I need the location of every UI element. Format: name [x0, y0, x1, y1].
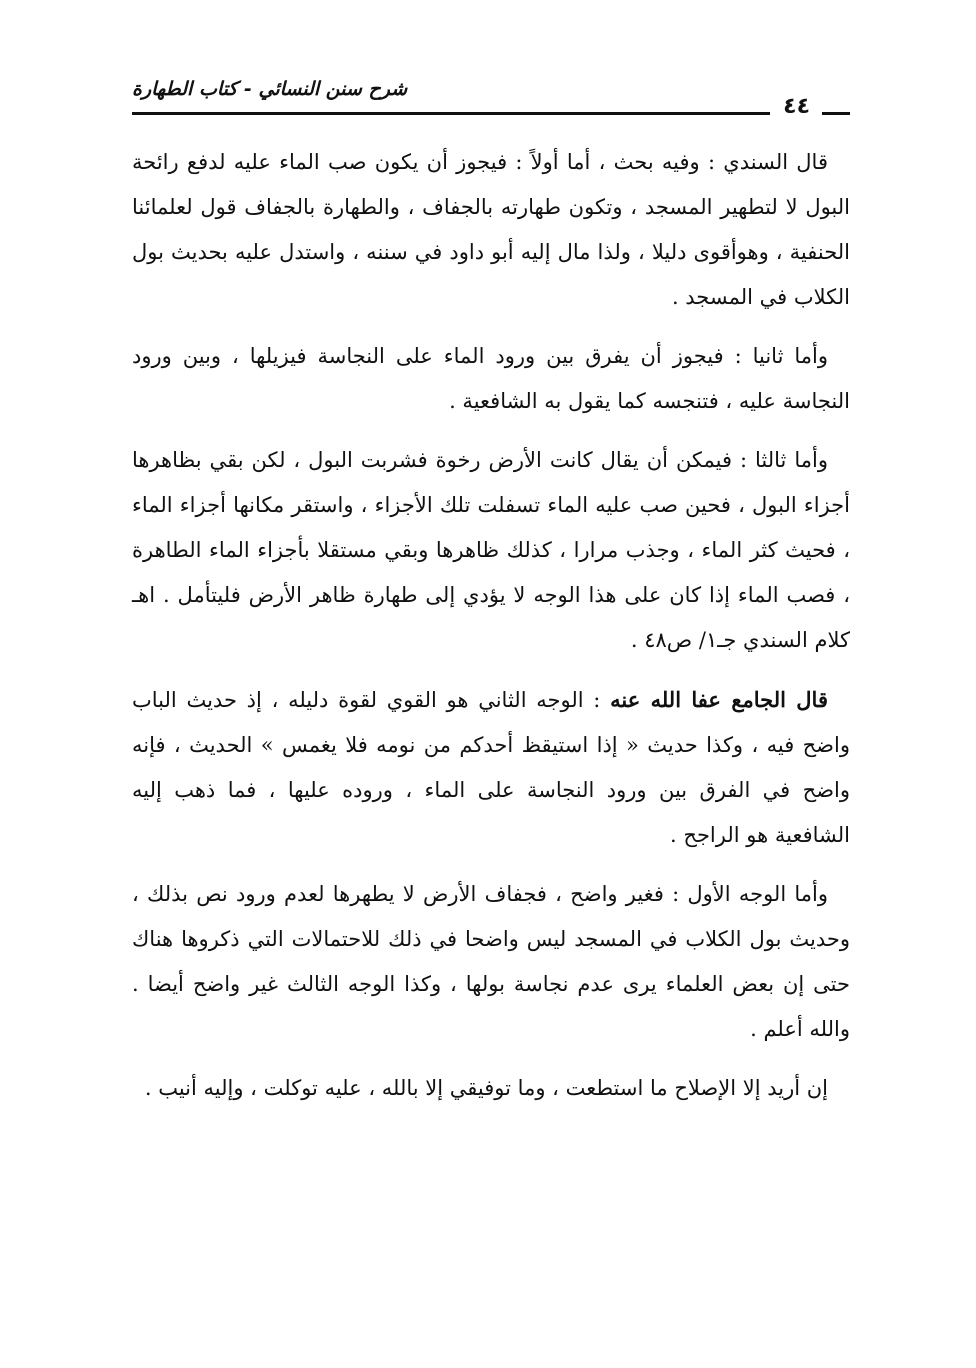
- paragraph-sindi-first: [132, 140, 850, 320]
- running-title: شرح سنن النسائي - كتاب الطهارة: [132, 78, 408, 100]
- paragraph-text: قال السندي : وفيه بحث ، أما أولاً : فيجوز أن يكون صب الماء عليه لدفع رائحة البول لا لتطهير المسجد ، وتكون طهارته بالجفاف ، والطهارة بالجفاف قول لعلمائنا الحنفية ، وهوأقوى دليلا ، ولذا مال إليه أبو داود في سننه ، واستدل عليه بحديث بول الكلاب في المسجد .: [132, 150, 850, 309]
- paragraph-sindi-second: [132, 334, 850, 424]
- page-number-dash: [822, 112, 850, 115]
- paragraph-first-view: [132, 872, 850, 1052]
- paragraph-text: إن أريد إلا الإصلاح ما استطعت ، وما توفيقي إلا بالله ، عليه توكلت ، وإليه أنيب .: [144, 1076, 828, 1100]
- paragraph-text: وأما الوجه الأول : فغير واضح ، فجفاف الأرض لا يطهرها لعدم ورود نص بذلك ، وحديث بول الكلاب في المسجد ليس واضحا في ذلك للاحتمالات التي ذكروها هناك حتى إن بعض العلماء يرى عدم نجاسة بولها ، وكذا الوجه الثالث غير واضح أيضا . والله أعلم .: [132, 882, 850, 1041]
- page-body: [132, 140, 850, 1125]
- page-number: ٤٤: [783, 94, 810, 119]
- paragraph-closing-dua: [132, 1066, 850, 1111]
- paragraph-sindi-third: [132, 438, 850, 663]
- paragraph-lead: قال الجامع عفا الله عنه: [610, 687, 828, 712]
- page-header: [132, 72, 850, 128]
- paragraph-text: وأما ثانيا : فيجوز أن يفرق بين ورود الماء على النجاسة فيزيلها ، وبين ورود النجاسة عليه ، فتنجسه كما يقول به الشافعية .: [132, 344, 850, 413]
- paragraph-text: وأما ثالثا : فيمكن أن يقال كانت الأرض رخوة فشربت البول ، لكن بقي بظاهرها أجزاء البول ، فحين صب عليه الماء تسفلت تلك الأجزاء ، واستقر مكانها أجزاء الماء ، فحيث كثر الماء ، وجذب مرارا ، كذلك ظاهرها وبقي مستقلا بأجزاء الماء الطاهرة ، فصب الماء إذا كان على هذا الوجه لا يؤدي إلى طهارة ظاهر الأرض فليتأمل . اهـ كلام السندي جـ١/ ص٤٨ .: [132, 448, 850, 652]
- header-rule: [132, 112, 770, 115]
- paragraph-text: : الوجه الثاني هو القوي لقوة دليله ، إذ حديث الباب واضح فيه ، وكذا حديث « إذا استيقظ أحدكم من نومه فلا يغمس » الحديث ، فإنه واضح في الفرق بين ورود النجاسة على الماء ، وروده عليها ، فما ذهب إليه الشافعية هو الراجح .: [132, 688, 850, 847]
- paragraph-compiler-opinion: [132, 677, 850, 858]
